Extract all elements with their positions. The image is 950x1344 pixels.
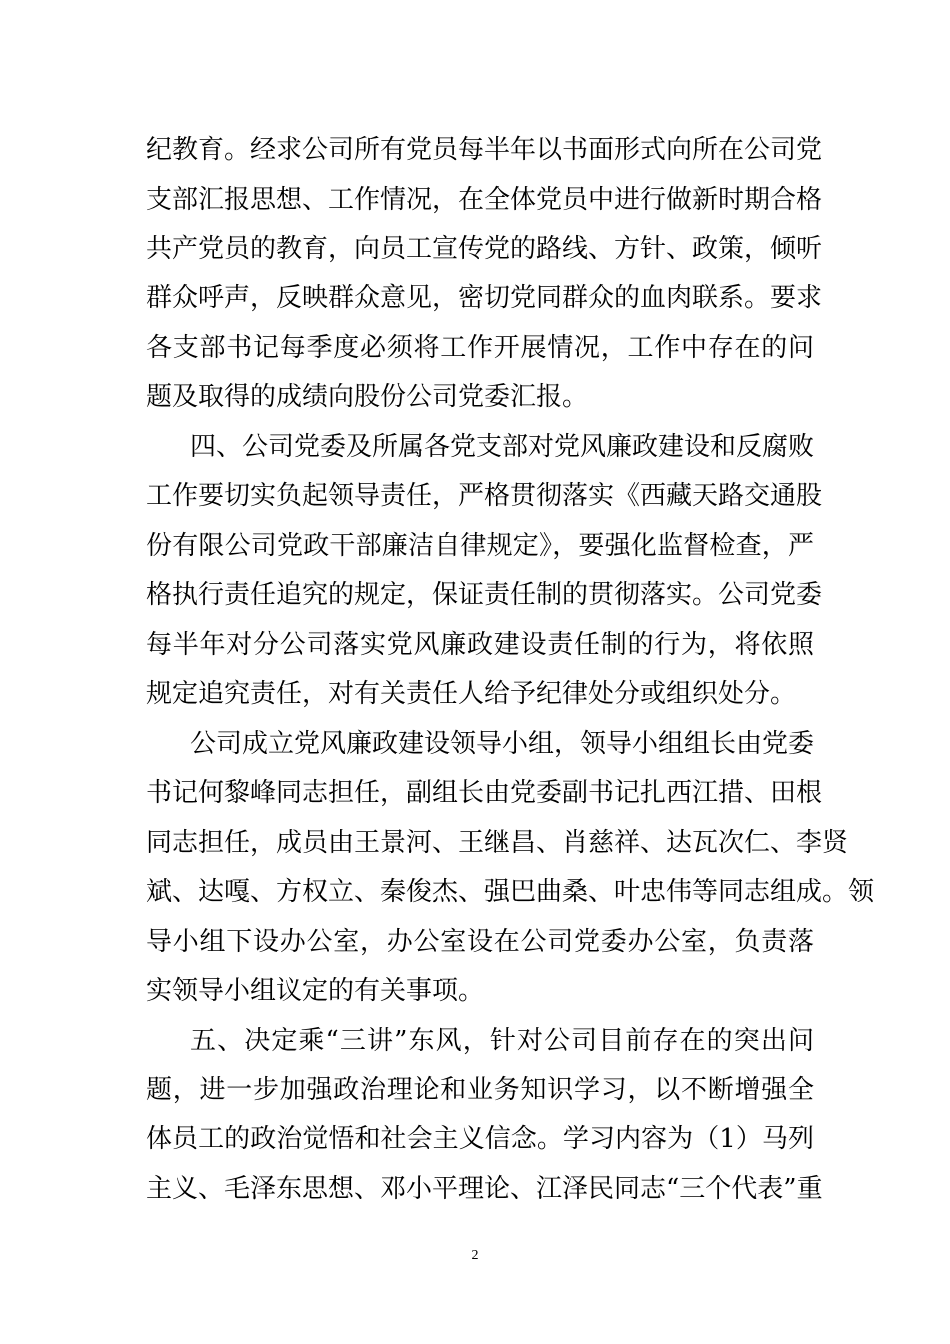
text-line: 纪教育。经求公司所有党员每半年以书面形式向所在公司党	[146, 135, 823, 165]
text-line: 体员工的政治觉悟和社会主义信念。学习内容为（1）马列	[146, 1124, 814, 1154]
leadership-group-paragraph-start: 公司成立党风廉政建设领导小组，领导小组组长由党委	[190, 729, 815, 759]
text-line: 工作要切实负起领导责任，严格贯彻落实《西藏天路交通股	[146, 481, 823, 511]
text-line: 实领导小组议定的有关事项。	[146, 976, 485, 1006]
text-line: 每半年对分公司落实党风廉政建设责任制的行为，将依照	[146, 630, 814, 660]
text-line: 题及取得的成绩向股份公司党委汇报。	[146, 382, 589, 412]
text-line: 主义、毛泽东思想、邓小平理论、江泽民同志“三个代表”重	[146, 1174, 823, 1204]
paragraph-four-start: 四、公司党委及所属各党支部对党风廉政建设和反腐败	[190, 432, 815, 462]
text-line: 斌、达嘎、方权立、秦俊杰、强巴曲桑、叶忠伟等同志组成。领	[146, 877, 875, 907]
text-line: 群众呼声，反映群众意见，密切党同群众的血肉联系。要求	[146, 283, 823, 313]
page-number: 2	[471, 1248, 479, 1263]
text-line: 支部汇报思想、工作情况，在全体党员中进行做新时期合格	[146, 185, 823, 215]
paragraph-five-start: 五、决定乘“三讲”东风，针对公司目前存在的突出问	[190, 1026, 814, 1056]
text-line: 格执行责任追究的规定，保证责任制的贯彻落实。公司党委	[146, 580, 823, 610]
text-line: 书记何黎峰同志担任，副组长由党委副书记扎西江措、田根	[146, 778, 823, 808]
text-line: 题，进一步加强政治理论和业务知识学习，以不断增强全	[146, 1075, 814, 1105]
text-line: 共产党员的教育，向员工宣传党的路线、方针、政策，倾听	[146, 234, 823, 264]
text-line: 规定追究责任，对有关责任人给予纪律处分或组织处分。	[146, 679, 797, 709]
text-line: 各支部书记每季度必须将工作开展情况，工作中存在的问	[146, 333, 814, 363]
text-line: 导小组下设办公室，办公室设在公司党委办公室，负责落	[146, 927, 814, 957]
text-line: 份有限公司党政干部廉洁自律规定》，要强化监督检查，严	[146, 531, 814, 561]
text-line: 同志担任，成员由王景河、王继昌、肖慈祥、达瓦次仁、李贤	[146, 828, 849, 858]
